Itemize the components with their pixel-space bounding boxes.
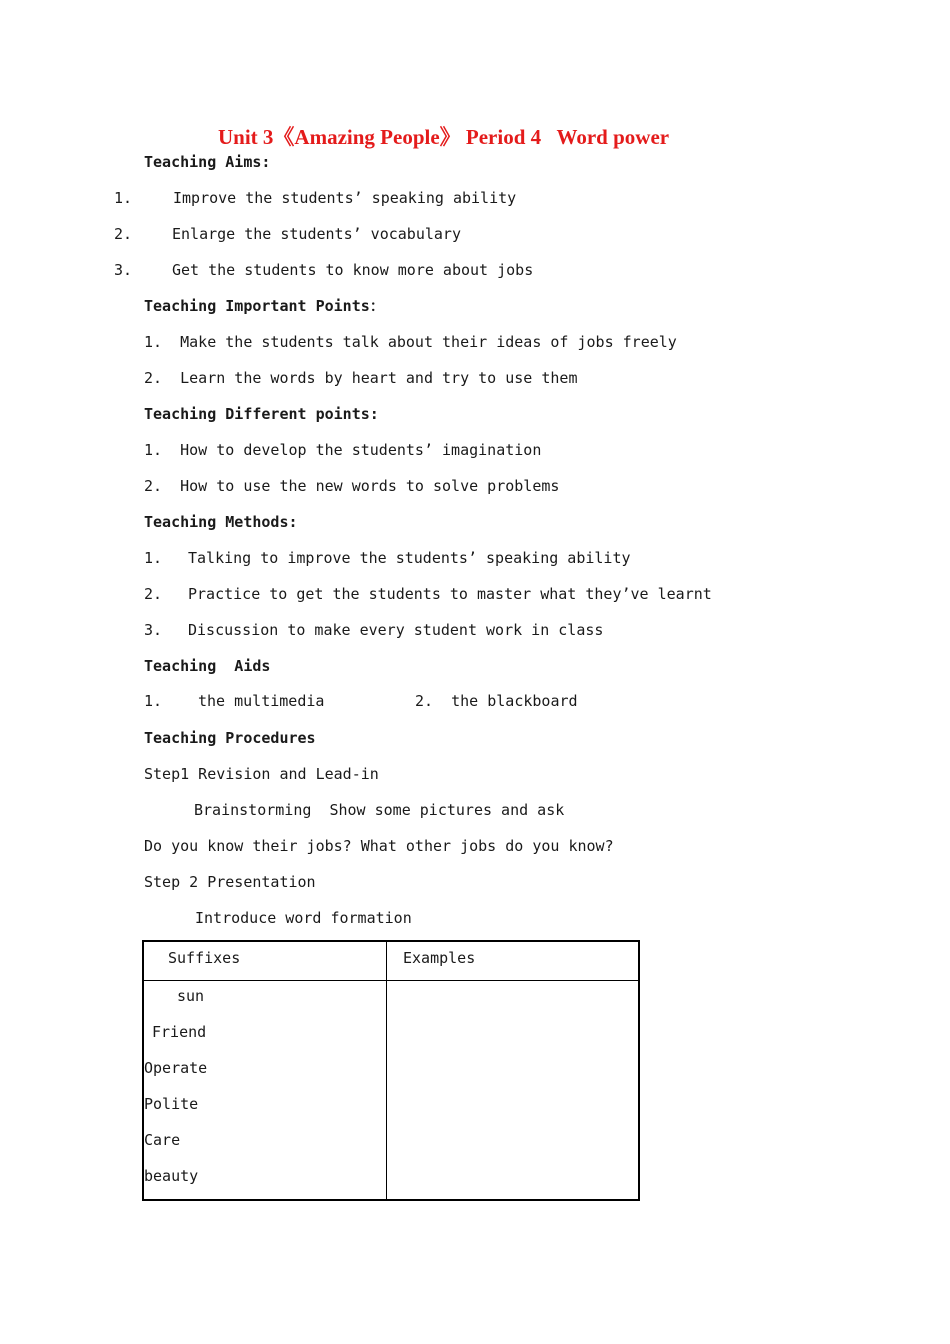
list-item: Get the students to know more about jobs bbox=[172, 261, 534, 279]
list-item-number: 2. bbox=[144, 585, 163, 603]
methods-heading: Teaching Methods: bbox=[144, 513, 298, 531]
different-points-heading: Teaching Different points: bbox=[144, 405, 379, 423]
list-item: Practice to get the students to master what they’ve learnt bbox=[188, 585, 712, 603]
list-item: the multimedia bbox=[198, 692, 325, 710]
step-1-detail: Brainstorming Show some pictures and ask bbox=[194, 801, 565, 819]
table-cell-text: beauty bbox=[144, 1167, 199, 1185]
list-item: 2. the blackboard bbox=[415, 692, 578, 710]
table-cell-text: Polite bbox=[144, 1095, 199, 1113]
list-item: 2. Learn the words by heart and try to use them bbox=[144, 369, 578, 387]
table-cell-text: Friend bbox=[152, 1023, 207, 1041]
examples-cell[interactable] bbox=[387, 981, 640, 1201]
suffixes-cell bbox=[143, 981, 387, 1201]
list-item-number: 1. bbox=[114, 189, 133, 207]
important-points-heading: Teaching Important Points： bbox=[144, 297, 385, 315]
list-item-number: 3. bbox=[114, 261, 133, 279]
table-cell-text: Operate bbox=[144, 1059, 208, 1077]
step-1-title: Step1 Revision and Lead-in bbox=[144, 765, 379, 783]
document-title: Unit 3《Amazing People》 Period 4 Word power bbox=[218, 125, 670, 149]
aids-heading: Teaching Aids bbox=[144, 657, 271, 675]
list-item-number: 1. bbox=[144, 692, 163, 710]
step-1-question: Do you know their jobs? What other jobs do you know? bbox=[144, 837, 614, 855]
list-item: 1. Make the students talk about their ideas of jobs freely bbox=[144, 333, 677, 351]
list-item: Discussion to make every student work in class bbox=[188, 621, 604, 639]
table-cell-text: sun bbox=[177, 987, 205, 1005]
list-item-number: 2. bbox=[114, 225, 133, 243]
word-formation-table bbox=[142, 940, 640, 1201]
step-2-detail: Introduce word formation bbox=[195, 909, 412, 927]
step-2-title: Step 2 Presentation bbox=[144, 873, 316, 891]
list-item: Talking to improve the students’ speaking ability bbox=[188, 549, 631, 567]
aims-heading: Teaching Aims: bbox=[144, 153, 271, 171]
list-item-number: 1. bbox=[144, 549, 163, 567]
list-item-number: 3. bbox=[144, 621, 163, 639]
list-item: Enlarge the students’ vocabulary bbox=[172, 225, 461, 243]
column-header-suffixes: Suffixes bbox=[143, 941, 387, 981]
table-row bbox=[143, 981, 639, 1201]
list-item: Improve the students’ speaking ability bbox=[173, 189, 517, 207]
list-item: 2. How to use the new words to solve problems bbox=[144, 477, 560, 495]
table-cell-text: Care bbox=[144, 1131, 181, 1149]
list-item: 1. How to develop the students’ imagination bbox=[144, 441, 542, 459]
procedures-heading: Teaching Procedures bbox=[144, 729, 316, 747]
column-header-examples: Examples bbox=[387, 941, 640, 981]
table-header-row bbox=[143, 941, 639, 981]
